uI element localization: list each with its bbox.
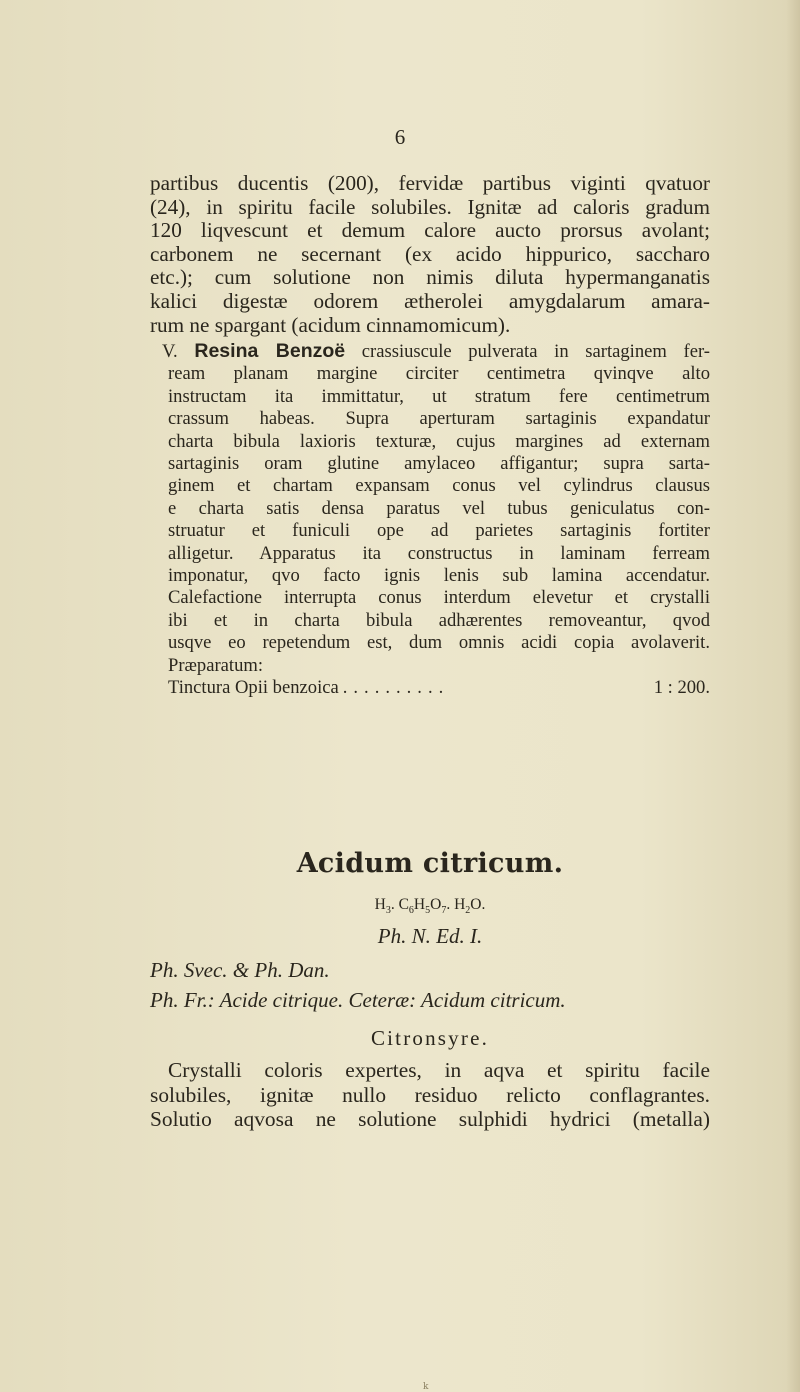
page-number: 6 (394, 125, 406, 149)
swedish-name: Citronsyre. (370, 1026, 490, 1050)
intro-line: 120 liqvescunt et demum calore aucto prorsus avolant; (150, 218, 710, 243)
section-numeral: V. (162, 341, 178, 362)
section-v (150, 340, 710, 700)
section-line: e charta satis densa paratus vel tubus geniculatus con- (168, 497, 710, 519)
section-line: usqve eo repetendum est, dum omnis acidi copia avolaverit. (168, 632, 710, 654)
intro-line: etc.); cum solutione non nimis diluta hypermanganatis (150, 265, 710, 290)
pharmacopoeia-svec: Ph. Svec. & Ph. Dan. (150, 958, 330, 982)
description-line: Crystalli coloris expertes, in aqva et spiritu facile (168, 1058, 710, 1082)
section-line: Calefactione interrupta conus interdum elevetur et crystalli (168, 587, 710, 609)
pharmacopoeia-n: Ph. N. Ed. I. (377, 924, 483, 948)
printer-mark: k (423, 1382, 429, 1392)
tinctura-row (150, 677, 710, 699)
section-line: charta bibula laxioris texturæ, cujus margines ad externam (168, 430, 710, 452)
description-line: Solutio aqvosa ne solutione sulphidi hydrici (metalla) (150, 1107, 710, 1131)
section-v-first-line (150, 340, 710, 363)
description-line: solubiles, ignitæ nullo residuo relicto conflagrantes. (150, 1082, 710, 1107)
section-line: ginem et chartam expansam conus vel cylindrus clausus (168, 475, 710, 497)
description-paragraph (150, 1058, 710, 1132)
section-line: crassum habeas. Supra aperturam sartaginis expandatur (168, 408, 710, 430)
section-line: instructam ita immittatur, ut stratum fere centimetrum (168, 385, 710, 407)
intro-line: partibus ducentis (200), fervidæ partibus viginti qvatuor (150, 171, 710, 195)
section-line: imponatur, qvo facto ignis lenis sub lamina accendatur. (168, 565, 710, 587)
intro-paragraph (150, 172, 710, 337)
section-line: alligetur. Apparatus ita constructus in laminam ferream (168, 542, 710, 564)
article-title: Acidum citricum. (296, 848, 564, 879)
tinctura-ratio: 1 : 200. (653, 677, 710, 699)
intro-line: kalici digestæ odorem ætherolei amygdalarum amara- (150, 288, 710, 313)
section-line: struatur et funiculi ope ad parietes sartaginis fortiter (168, 520, 710, 542)
pharmacopoeia-fr: Ph. Fr.: Acide citrique. Ceteræ: Acidum citricum. (150, 988, 566, 1012)
intro-line: rum ne spargant (acidum cinnamomicum). (150, 312, 511, 337)
section-line: ream planam margine circiter centimetra qvinqve alto (168, 363, 710, 385)
preparatum-label: Præparatum: (168, 654, 264, 676)
tinctura-name: Tinctura Opii benzoica (168, 677, 339, 699)
section-heading: Resina Benzoë (194, 340, 346, 362)
intro-line: (24), in spiritu facile solubiles. Ignitæ ad caloris gradum (150, 194, 710, 219)
section-line: ibi et in charta bibula adhærentes removeantur, qvod (168, 609, 710, 631)
page-edge-shadow (786, 0, 800, 1392)
intro-line: carbonem ne secernant (ex acido hippurico, saccharo (150, 241, 710, 266)
section-first-line-text: crassiuscule pulverata in sartaginem fer- (361, 341, 710, 362)
tinctura-dots: .......... (342, 677, 450, 699)
section-line: sartaginis oram glutine amylaceo affigantur; supra sarta- (168, 453, 710, 475)
chemical-formula: $H_3$. $C_6H_5O_7$. $H_2O$. (374, 896, 486, 917)
